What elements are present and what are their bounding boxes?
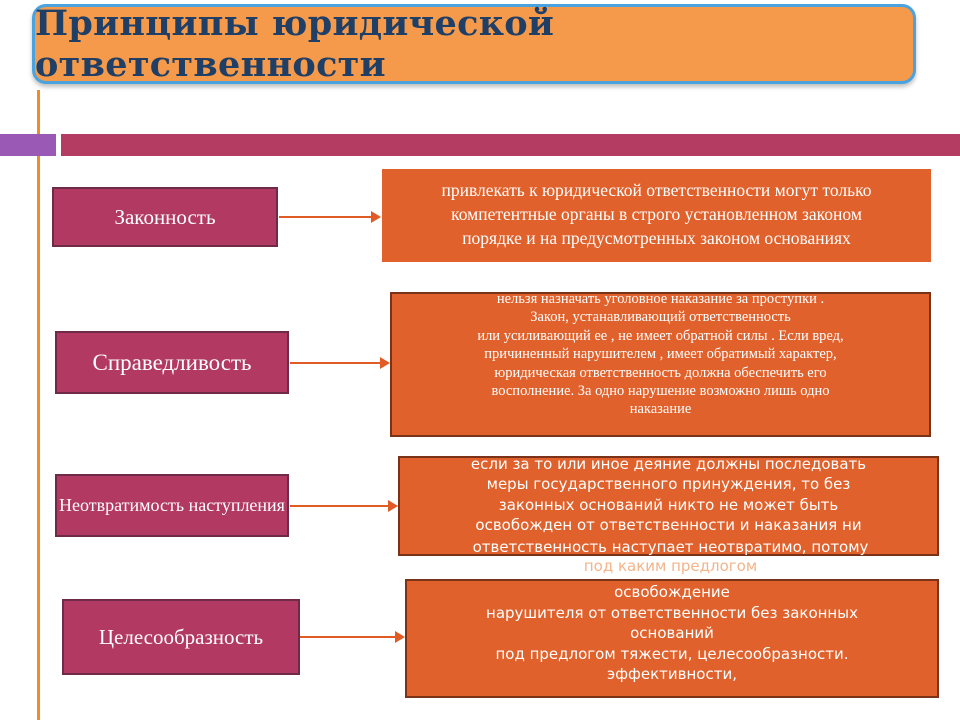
arrow-right-icon — [300, 636, 403, 638]
desc-legality — [382, 169, 931, 262]
desc-line: освобождение — [614, 583, 730, 601]
accent-bar-purple — [0, 134, 56, 156]
desc-expediency — [405, 579, 939, 698]
desc-justice — [390, 292, 931, 437]
term-label: Справедливость — [92, 349, 252, 375]
term-expediency — [62, 599, 300, 675]
page-title: Принципы юридической ответственности — [35, 3, 555, 85]
desc-line: причиненный нарушителем , имеет обратимый характер, — [484, 346, 837, 363]
desc-line-overflow: под каким предлогом — [583, 557, 758, 575]
overflow-text — [402, 538, 939, 576]
vertical-divider — [37, 90, 40, 720]
term-label: Законность — [114, 204, 216, 229]
desc-line: компетентные органы в строго установленном законом — [451, 204, 862, 224]
desc-line: меры государственного принуждения, то без — [486, 475, 851, 494]
desc-line: наказание — [629, 401, 692, 418]
desc-line: оснований — [630, 624, 714, 643]
term-label: Неотвратимость наступления — [59, 495, 285, 515]
term-legality — [52, 187, 278, 247]
term-inevitability — [55, 474, 289, 537]
desc-line: порядке и на предусмотренных законом основаниях — [462, 228, 851, 248]
term-label: Целесообразность — [98, 624, 264, 649]
arrow-right-icon — [290, 362, 388, 364]
desc-line: Закон, устанавливающий ответственность — [530, 309, 791, 326]
desc-line: нарушителя от ответственности без законных — [486, 603, 858, 622]
desc-line: законных оснований никто не может быть — [498, 495, 839, 514]
desc-line: ответственность наступает неотвратимо, потому — [472, 538, 869, 556]
desc-line: эффективности, — [607, 665, 737, 684]
arrow-right-icon — [290, 505, 396, 507]
desc-line: под предлогом тяжести, целесообразности. — [495, 644, 849, 663]
desc-line: если за то или иное деяние должны последовать — [470, 456, 867, 473]
desc-line: освобожден от ответственности и наказания ни — [475, 515, 862, 534]
desc-line: нельзя назначать уголовное наказание за проступки . — [496, 292, 825, 307]
title-banner — [32, 4, 916, 84]
desc-line: юридическая ответственность должна обеспечить его — [494, 364, 827, 381]
term-justice — [55, 331, 289, 394]
desc-line: восполнение. За одно нарушение возможно лишь одно — [491, 383, 830, 400]
accent-bar-red — [61, 134, 960, 156]
arrow-right-icon — [279, 216, 379, 218]
desc-line: или усиливающий ее , не имеет обратной силы . Если вред, — [477, 327, 844, 344]
desc-line: привлекать к юридической ответственности могут только — [441, 180, 872, 200]
